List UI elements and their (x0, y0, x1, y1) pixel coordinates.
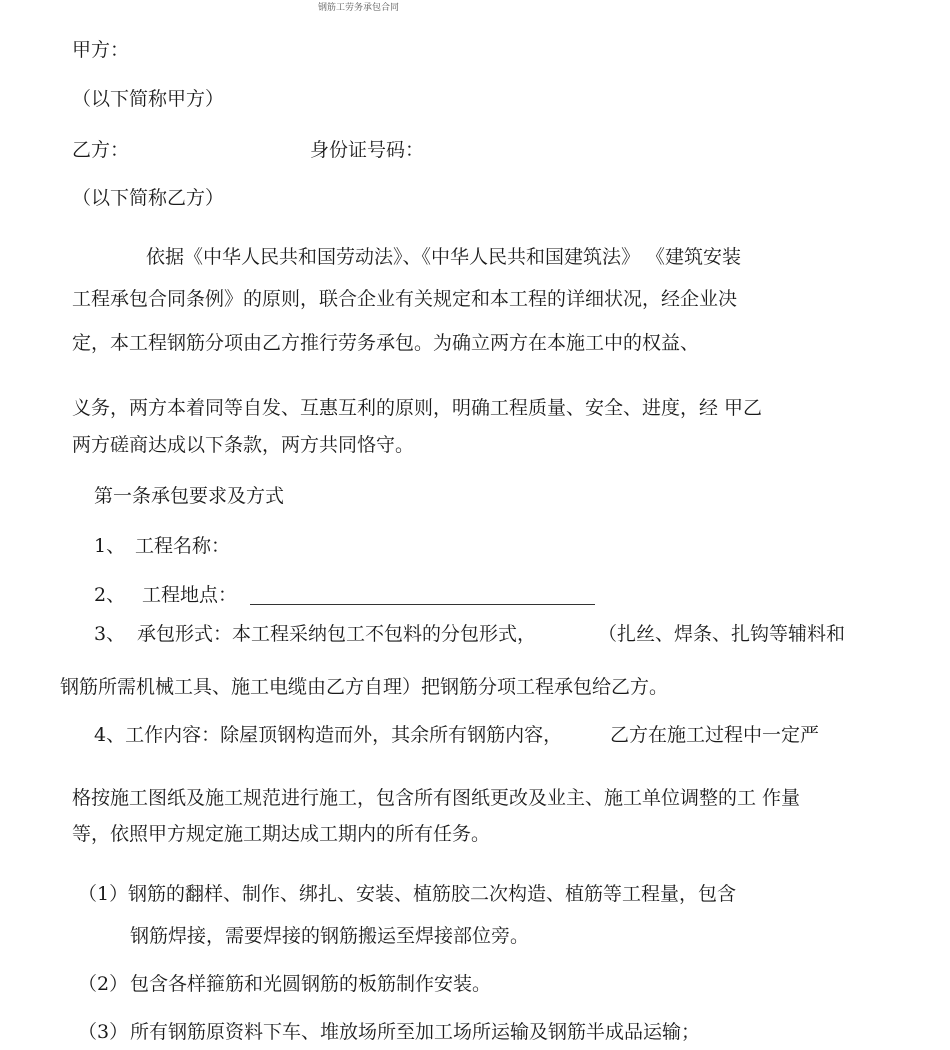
preamble-line-5: 两方磋商达成以下条款，两方共同恪守。 (72, 434, 415, 456)
item-2-label: 工程地点： (142, 584, 238, 606)
item-2-number: 2、 (94, 584, 126, 606)
id-number-label: 身份证号码： (310, 139, 425, 161)
party-b-alias: （以下简称乙方） (72, 187, 225, 209)
party-b-label: 乙方： (72, 139, 130, 161)
preamble-line-2: 工程承包合同条例》的原则，联合企业有关规定和本工程的详细状况，经企业决 (72, 288, 738, 310)
subitem-3-text: 所有钢筋原资料下车、堆放场所至加工场所运输及钢筋半成品运输； (130, 1021, 701, 1043)
document-header: 钢筋工劳务承包合同 (318, 3, 400, 13)
subitem-3-number: （3） (78, 1021, 129, 1043)
location-blank-line (250, 584, 595, 605)
item-4-line-3: 等，依照甲方规定施工期达成工期内的所有任务。 (72, 823, 491, 845)
subitem-1-line-1: 钢筋的翻样、制作、绑扎、安装、植筋胶二次构造、植筋等工程量，包含 (128, 883, 737, 905)
item-3-parenthetical: （扎丝、焊条、扎钩等辅料和 (598, 623, 846, 645)
item-1-number: 1、 (94, 535, 126, 557)
subitem-2-number: （2） (78, 973, 129, 995)
item-4-line-2: 格按施工图纸及施工规范进行施工，包含所有图纸更改及业主、施工单位调整的工 作量 (72, 787, 801, 809)
subitem-1-number: （1） (78, 883, 129, 905)
preamble-line-1: 依据《中华人民共和国劳动法》、《中华人民共和国建筑法》 《建筑安装 (146, 246, 742, 268)
preamble-line-3: 定，本工程钢筋分项由乙方推行劳务承包。为确立两方在本施工中的权益、 (72, 332, 700, 354)
item-4-line-1: 4、工作内容：除屋顶钢构造而外，其余所有钢筋内容， (94, 724, 563, 746)
preamble-line-4: 义务，两方本着同等自发、互惠互利的原则，明确工程质量、安全、进度，经 甲乙 (72, 397, 763, 419)
item-3-number: 3、 (94, 623, 126, 645)
party-a-alias: （以下简称甲方） (72, 88, 225, 110)
item-3-continuation: 钢筋所需机械工具、施工电缆由乙方自理）把钢筋分项工程承包给乙方。 (60, 676, 669, 698)
item-1-label: 工程名称： (135, 535, 231, 557)
article-1-title: 第一条承包要求及方式 (94, 485, 285, 507)
subitem-1-line-2: 钢筋焊接，需要焊接的钢筋搬运至焊接部位旁。 (130, 925, 530, 947)
item-3-text: 承包形式：本工程采纳包工不包料的分包形式， (137, 623, 537, 645)
item-4-line-1b: 乙方在施工过程中一定严 (610, 724, 820, 746)
party-a-label: 甲方： (72, 39, 130, 61)
subitem-2-text: 包含各样箍筋和光圆钢筋的板筋制作安装。 (130, 973, 492, 995)
